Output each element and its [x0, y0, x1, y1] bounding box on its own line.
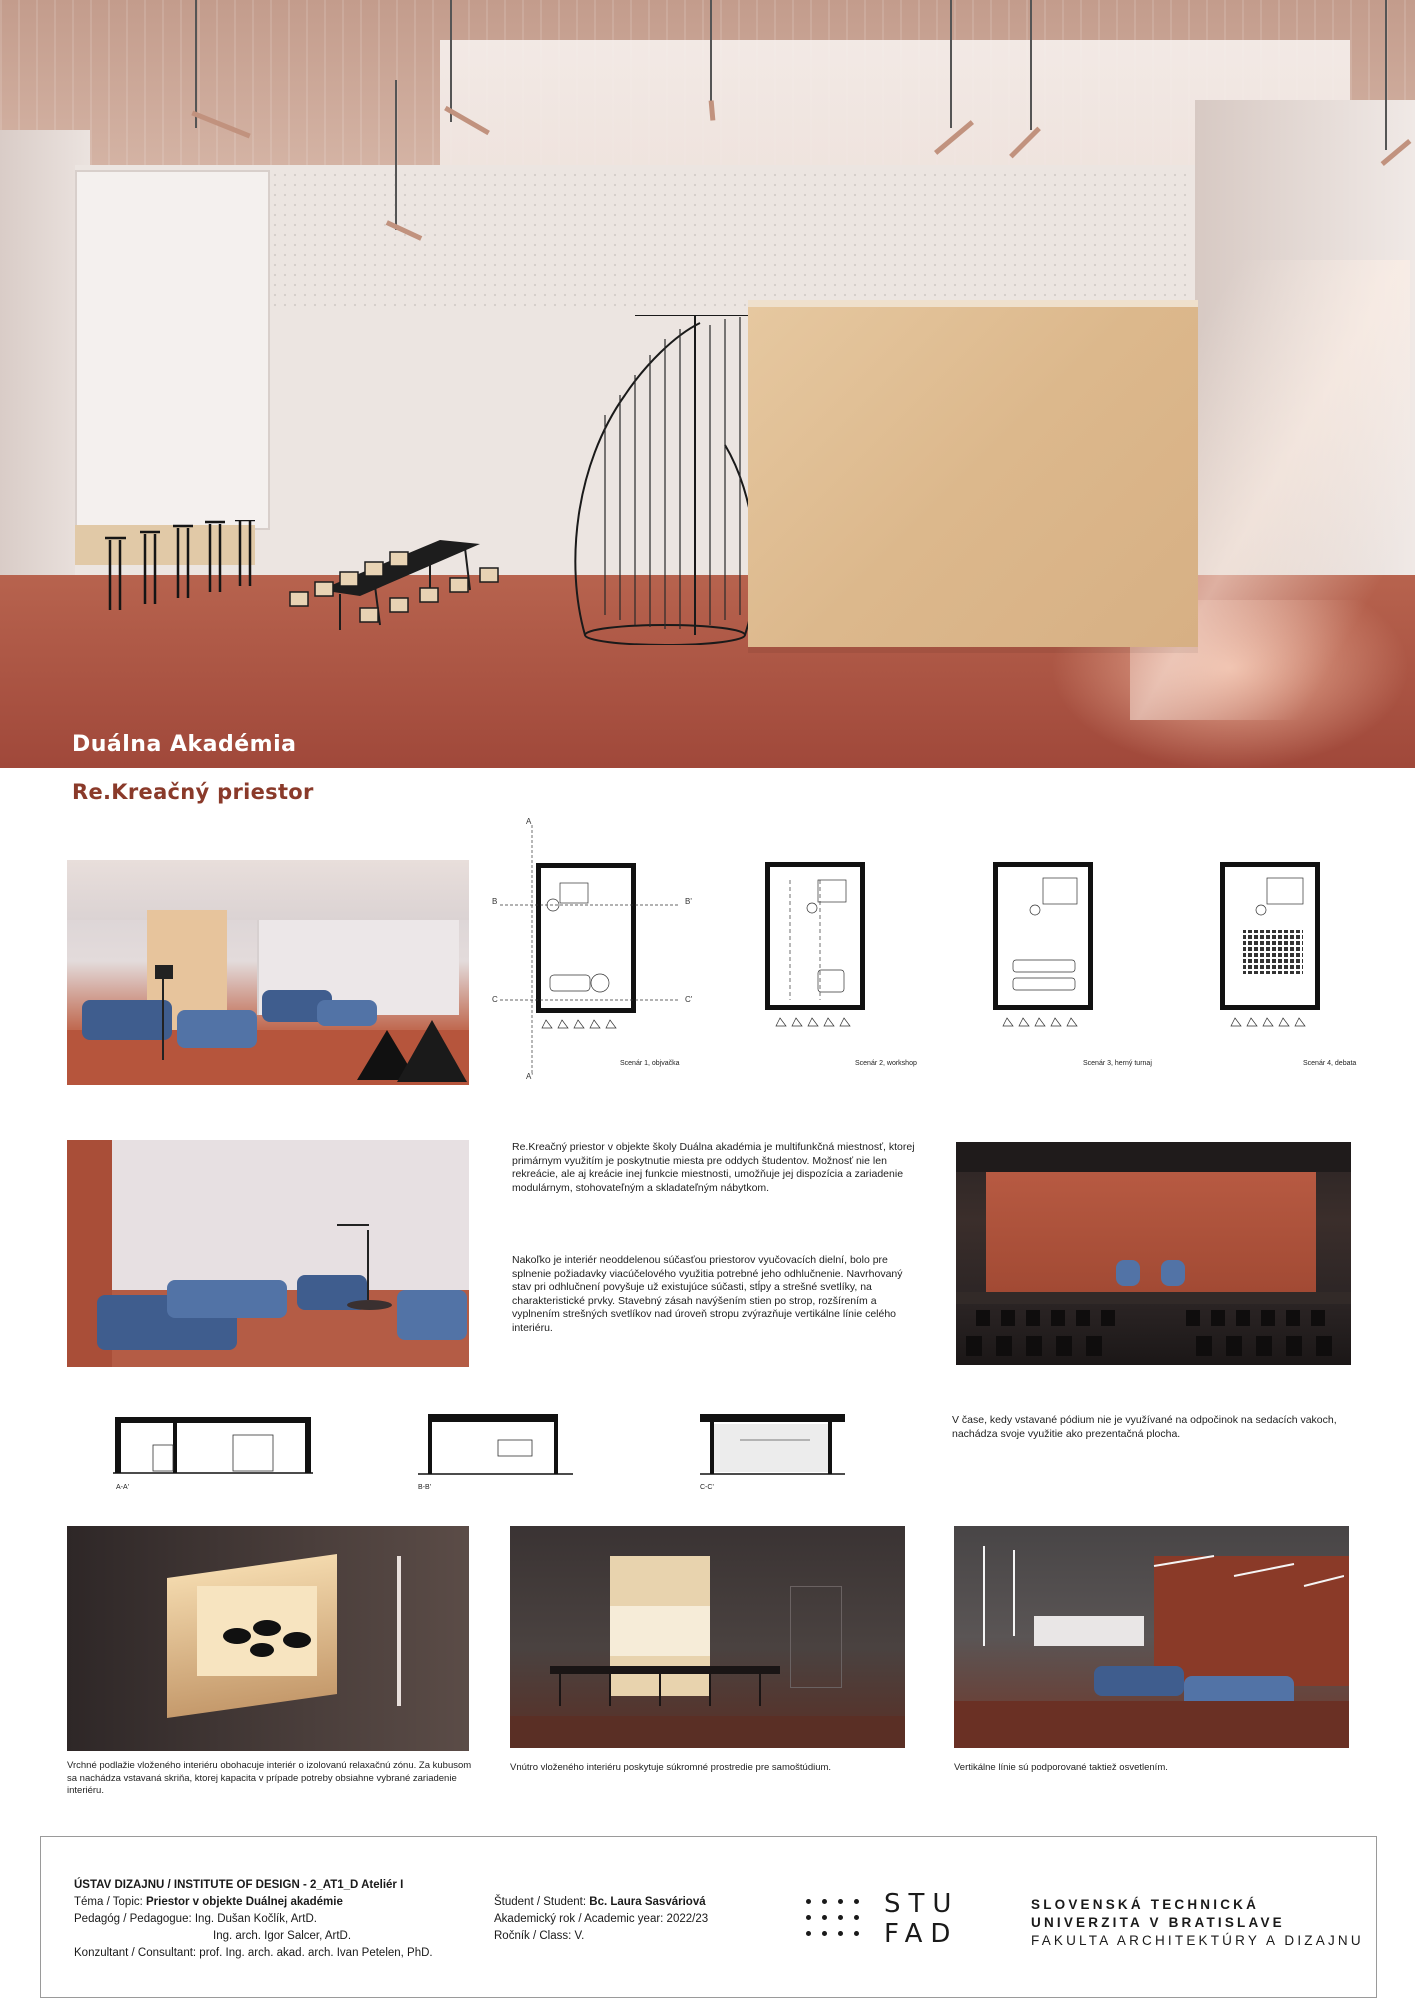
section-mark-b: B [492, 897, 498, 906]
section-mark-b-prime: B' [685, 897, 692, 906]
university-line-2: UNIVERZITA V BRATISLAVE [1031, 1915, 1285, 1930]
section-b-b [418, 1412, 573, 1477]
pendant-cable [450, 0, 452, 122]
render-lounge [67, 860, 469, 1085]
section-mark-a-prime: A' [526, 1072, 533, 1081]
pendant-cable [395, 80, 397, 230]
pendant-cable [950, 0, 952, 128]
student-line [494, 1894, 706, 1910]
perforated-panel [270, 170, 1190, 310]
section-mark-c-prime: C' [685, 995, 693, 1004]
pendant-cable [1385, 0, 1387, 150]
render-hall [954, 1526, 1349, 1748]
student-label: Študent / Student: [494, 1896, 590, 1908]
caption-cube-top: Vrchné podlažie vloženého interiéru obohacuje interiér o izolovanú relaxačnú zónu. Za kubusom sa nachádza vstavaná skriňa, ktorej kapacita v prípade potreby obsiahne vybrané zariadenie interiéru. [67, 1760, 472, 1796]
wooden-cube [748, 307, 1198, 647]
long-table-with-chairs [280, 530, 540, 650]
pendant-cable [1030, 0, 1032, 130]
pedagogue-line: Pedagóg / Pedagogue: Ing. Dušan Kočlík, ArtD. [74, 1913, 317, 1925]
university-line-3: FAKULTA ARCHITEKTÚRY A DIZAJNU [1031, 1933, 1364, 1948]
section-mark-c: C [492, 995, 498, 1004]
frosted-window [75, 170, 270, 530]
section-a-a [113, 1415, 313, 1475]
pendant-cable [710, 0, 712, 110]
floor-plan-scenario-4 [1205, 850, 1375, 1080]
section-c-c [700, 1412, 845, 1477]
page-headline: Re.Kreačný priestor [72, 780, 314, 804]
topic-label: Téma / Topic: [74, 1896, 147, 1908]
stage-note: V čase, kedy vstavané pódium nie je využívané na odpočinok na sedacích vakoch, nachádza svoje využitie ako prezentačná plocha. [952, 1414, 1337, 1440]
academic-year-line: Akademický rok / Academic year: 2022/23 [494, 1913, 709, 1925]
stu-fad-logo [806, 1889, 966, 1955]
section-label-c: C-C' [700, 1484, 714, 1491]
topic-line [74, 1894, 343, 1910]
plan-caption-4: Scenár 4, debata [1303, 1060, 1357, 1067]
render-cube-interior [510, 1526, 905, 1748]
audience-chairs [956, 1302, 1351, 1365]
student-value: Bc. Laura Sasváriová [589, 1896, 706, 1908]
plan-caption-1: Scenár 1, objvačka [620, 1060, 680, 1067]
bar-stools [90, 520, 280, 630]
floor-plan-scenario-3 [975, 850, 1160, 1080]
institute-line: ÚSTAV DIZAJNU / INSTITUTE OF DESIGN - 2_AT1_D Ateliér I [74, 1879, 404, 1891]
pendant-cable [195, 0, 197, 128]
hero-render [0, 0, 1415, 768]
title-block [40, 1836, 1377, 1998]
university-line-1: SLOVENSKÁ TECHNICKÁ [1031, 1897, 1260, 1912]
class-line: Ročník / Class: V. [494, 1930, 585, 1942]
render-stage [956, 1142, 1351, 1365]
render-cube-top [67, 1526, 469, 1751]
section-mark-a: A [526, 817, 532, 826]
description-paragraph-2: Nakoľko je interiér neoddelenou súčasťou priestorov vyučovacích dielní, bolo pre splnenie požiadavky viacúčelového využitia potrebné jeho odhlučnenie. Navrhovaný stav pri odhlučnení povyšuje už existujúce súčasti, stĺpy a strešné svetlíky, na charakteristické prvky. Stavebný zásah navýšením stien po strop, rozšírením a vyplnením strešných svetlíkov nad úroveň stropu zvýrazňuje vertikálne línie celého interiéru. [512, 1254, 903, 1334]
topic-value: Priestor v objekte Duálnej akadémie [146, 1896, 343, 1908]
floor-plan-scenario-2 [750, 850, 925, 1080]
logo-fad: FAD [884, 1919, 959, 1949]
plan-caption-2: Scenár 2, workshop [855, 1060, 917, 1067]
plan-caption-3: Scenár 3, herný turnaj [1083, 1060, 1152, 1067]
pedagogue-line-2: Ing. arch. Igor Salcer, ArtD. [213, 1930, 352, 1942]
spiral-staircase [565, 315, 765, 645]
description-paragraph-1: Re.Kreačný priestor v objekte školy Duálna akadémia je multifunkčná miestnosť, ktorej primárnym využitím je poskytnutie miesta pre oddych študentov. Možnosť nie len rekreácie, ale aj kreácie inej funkcie miestnosti, umožňuje jej dispozícia a zariadenie modulárnym, stohovateľným a skladateľným nábytkom. [512, 1141, 915, 1194]
hero-title: Duálna Akadémia [72, 732, 297, 757]
section-label-a: A-A' [116, 1484, 130, 1491]
floor-plan-scenario-1 [480, 815, 693, 1095]
section-label-b: B-B' [418, 1484, 432, 1491]
caption-cube-interior: Vnútro vloženého interiéru poskytuje súkromné prostredie pre samoštúdium. [510, 1762, 832, 1773]
render-lounge-people [67, 1140, 469, 1367]
consultant-line: Konzultant / Consultant: prof. Ing. arch. akad. arch. Ivan Petelen, PhD. [74, 1947, 433, 1959]
caption-hall: Vertikálne línie sú podporované taktiež osvetlením. [954, 1762, 1168, 1773]
black-beanbags [347, 1010, 469, 1085]
logo-stu: STU [884, 1889, 960, 1919]
